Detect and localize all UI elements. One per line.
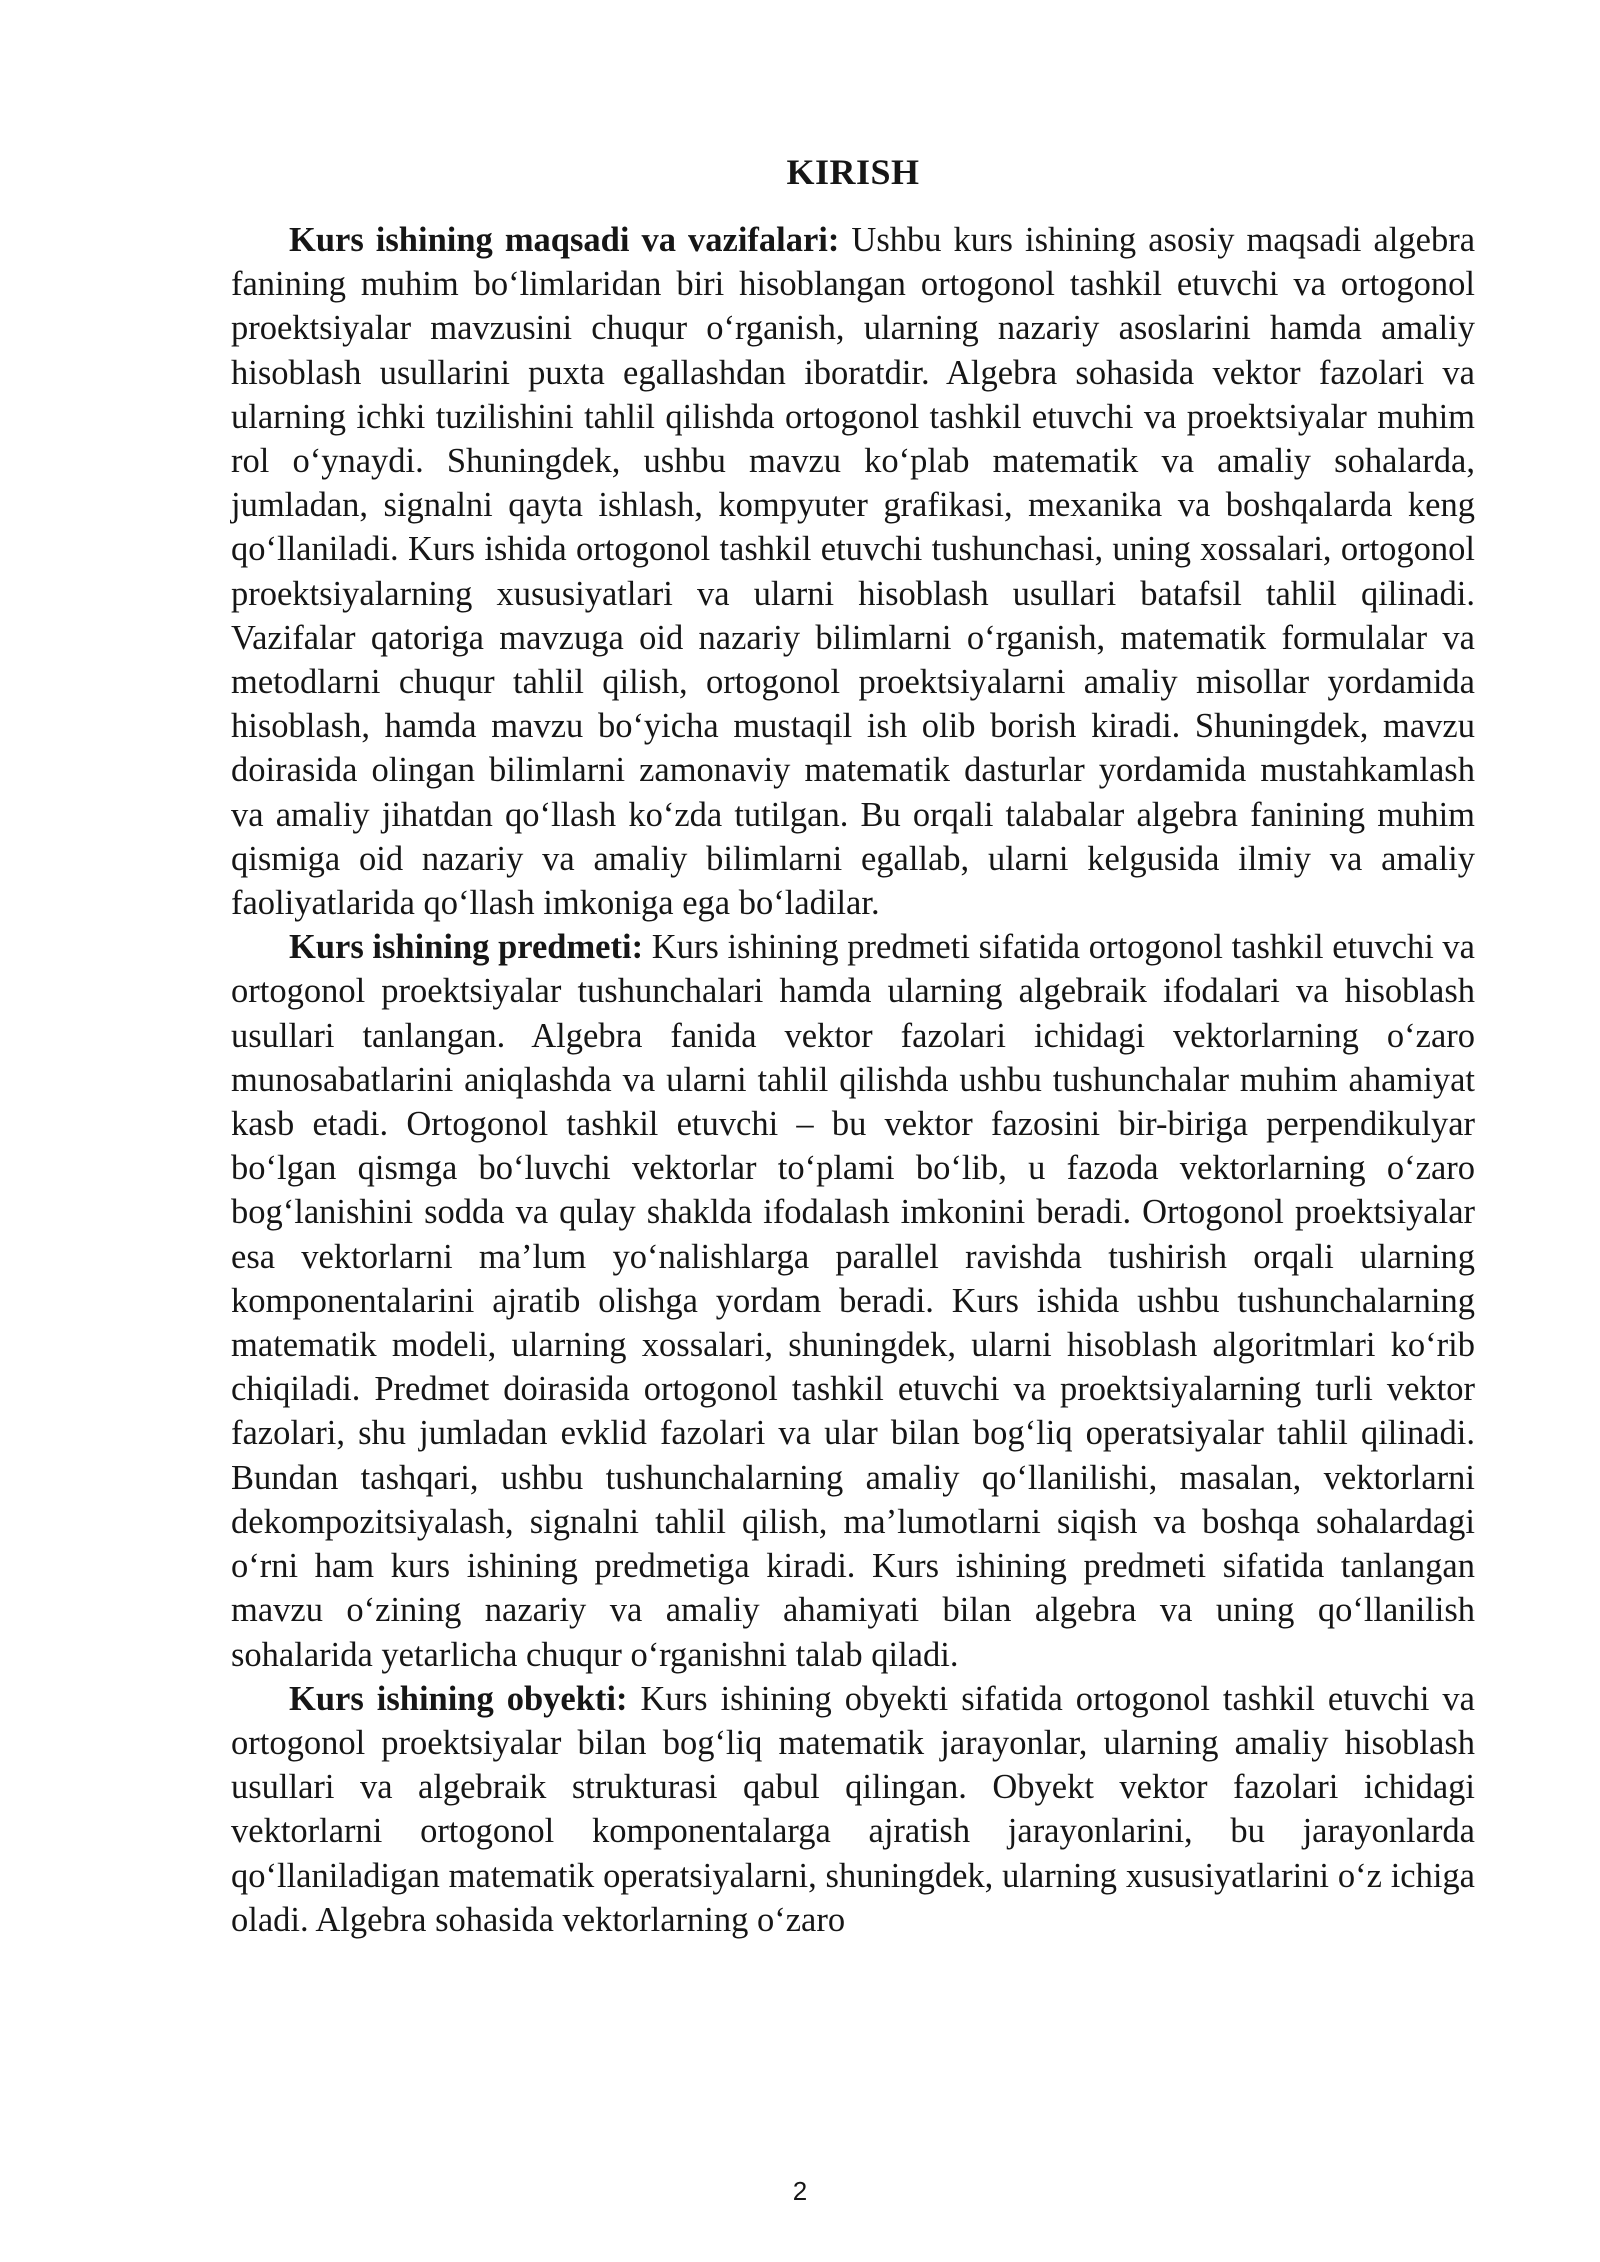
page-title: KIRISH [786, 152, 920, 192]
page-number: 2 [792, 2176, 808, 2206]
page-content [231, 150, 1475, 1942]
paragraph-goals-heading: Kurs ishining maqsadi va vazifalari: [289, 221, 840, 259]
paragraph-subject-heading: Kurs ishining predmeti: [289, 928, 644, 967]
paragraph-subject [231, 925, 1475, 1676]
paragraph-object-heading: Kurs ishining obyekti: [289, 1679, 628, 1718]
paragraph-goals-text: Ushbu kurs ishining asosiy maqsadi algebra fanining muhim bo‘limlaridan biri hisoblangan ortogonol tashkil etuvchi va ortogonol proektsiyalar mavzusini chuqur o‘rganish, ularning nazariy asoslarini hamda amaliy hisoblash usullarini puxta egallashdan iboratdir. Algebra sohasida vektor fazolari va ularning ichki tuzilishini tahlil qilishda ortogonol tashkil etuvchi va proektsiyalar muhim rol o‘ynaydi. Shuningdek, ushbu mavzu ko‘plab matematik va amaliy sohalarda, jumladan, signalni qayta ishlash, kompyuter grafikasi, mexanika va boshqalarda keng qo‘llaniladi. Kurs ishida ortogonol tashkil etuvchi tushunchasi, uning xossalari, ortogonol proektsiyalarning xususiyatlari va ularni hisoblash usullari batafsil tahlil qilinadi. Vazifalar qatoriga mavzuga oid nazariy bilimlarni o‘rganish, matematik formulalar va metodlarni chuqur tahlil qilish, ortogonol proektsiyalarni amaliy misollar yordamida hisoblash, hamda mavzu bo‘yicha mustaqil ish olib borish kiradi. Shuningdek, mavzu doirasida olingan bilimlarni zamonaviy matematik dasturlar yordamida mustahkamlash va amaliy jihatdan qo‘llash ko‘zda tutilgan. Bu orqali talabalar algebra fanining muhim qismiga oid nazariy va amaliy bilimlarni egallab, ularni kelgusida ilmiy va amaliy faoliyatlarida qo‘llash imkoniga ega bo‘ladilar. [231, 221, 1476, 923]
paragraph-object [231, 1677, 1475, 1942]
paragraph-goals [231, 218, 1475, 925]
paragraph-object-text: Kurs ishining obyekti sifatida ortogonol tashkil etuvchi va ortogonol proektsiyalar bilan bog‘liq matematik jarayonlar, ularning amaliy hisoblash usullari va algebraik strukturasi qabul qilingan. Obyekt vektor fazolari ichidagi vektorlarni ortogonol komponentalarga ajratish jarayonlarini, bu jarayonlarda qo‘llaniladigan matematik operatsiyalarni, shuningdek, ularning xususiyatlarini o‘z ichiga oladi. Algebra sohasida vektorlarning o‘zaro [231, 1679, 1475, 1939]
paragraph-subject-text: Kurs ishining predmeti sifatida ortogonol tashkil etuvchi va ortogonol proektsiyalar tushunchalari hamda ularning algebraik ifodalari va hisoblash usullari tanlangan. Algebra fanida vektor fazolari ichidagi vektorlarning o‘zaro munosabatlarini aniqlashda va ularni tahlil qilishda ushbu tushunchalar muhim ahamiyat kasb etadi. Ortogonol tashkil etuvchi – bu vektor fazosini bir-biriga perpendikulyar bo‘lgan qismga bo‘luvchi vektorlar to‘plami bo‘lib, u fazoda vektorlarning o‘zaro bog‘lanishini sodda va qulay shaklda ifodalash imkonini beradi. Ortogonol proektsiyalar esa vektorlarni ma’lum yo‘nalishlarga parallel ravishda tushirish orqali ularning komponentalarini ajratib olishga yordam beradi. Kurs ishida ushbu tushunchalarning matematik modeli, ularning xossalari, shuningdek, ularni hisoblash algoritmlari ko‘rib chiqiladi. Predmet doirasida ortogonol tashkil etuvchi va proektsiyalarning turli vektor fazolari, shu jumladan evklid fazolari va ular bilan bog‘liq operatsiyalar tahlil qilinadi. Bundan tashqari, ushbu tushunchalarning amaliy qo‘llanilishi, masalan, vektorlarni dekompozitsiyalash, signalni tahlil qilish, ma’lumotlarni siqish va boshqa sohalardagi o‘rni ham kurs ishining predmetiga kiradi. Kurs ishining predmeti sifatida tanlangan mavzu o‘zining nazariy va amaliy ahamiyati bilan algebra va uning qo‘llanilish sohalarida yetarlicha chuqur o‘rganishni talab qiladi. [231, 928, 1475, 1674]
